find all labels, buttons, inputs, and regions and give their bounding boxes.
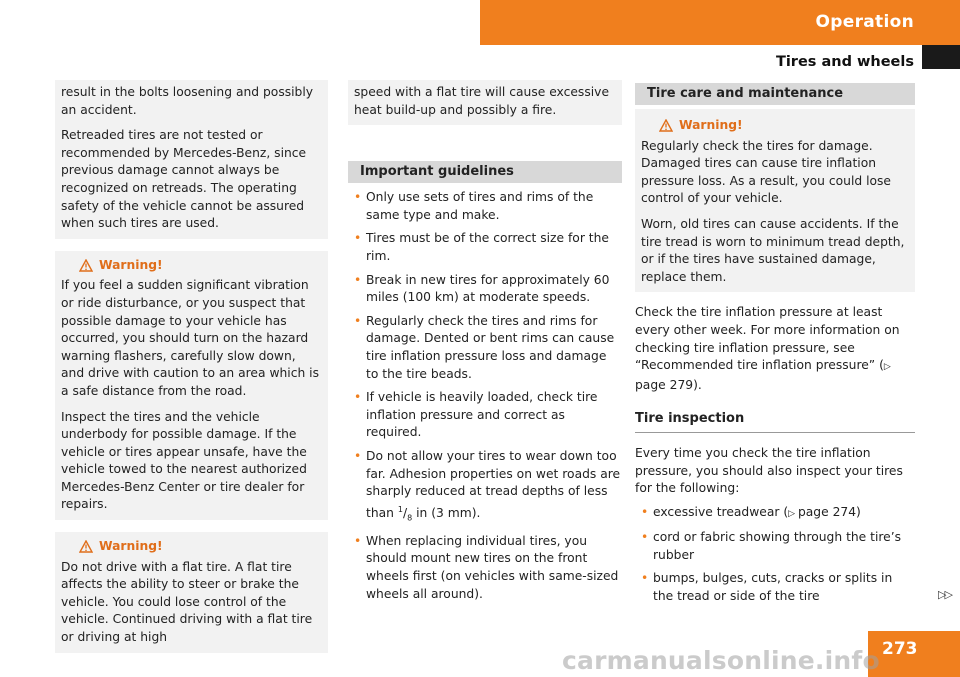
fraction-denominator: 8 bbox=[407, 513, 413, 523]
paragraph: Do not drive with a flat tire. A flat tire affects the ability to steer or brake the vehicle. You could lose control of the vehicle. Continued driving with a flat tire or driving at high bbox=[61, 559, 313, 645]
paragraph-text: Check the tire inflation pressure at least every other week. For more information on checking tire inflation pressure, see “Recommended tire inflation pressure” ( bbox=[635, 305, 900, 373]
warning-header bbox=[659, 117, 909, 135]
heading-tire-inspection: Tire inspection bbox=[635, 410, 915, 433]
list-item bbox=[354, 448, 622, 527]
column-right bbox=[635, 80, 915, 606]
page-number: 273 bbox=[882, 639, 918, 659]
bullet-icon: • bbox=[354, 533, 362, 548]
fraction: $^1/_8$ bbox=[397, 504, 413, 523]
list-item bbox=[354, 313, 622, 383]
bullet-icon: • bbox=[354, 313, 362, 328]
warning-box bbox=[55, 532, 328, 653]
list-item-text: cord or fabric showing through the tire’s rubber bbox=[653, 530, 902, 562]
list-item-text: Tires must be of the correct size for the rim. bbox=[366, 231, 609, 263]
bullet-icon: • bbox=[354, 190, 362, 205]
paragraph: If you feel a sudden significant vibration or ride disturbance, or you suspect that possible damage to your vehicle has occurred, you should turn on the hazard warning flashers, carefully slow down, and drive with caution to an area which is a safe distance from the road. bbox=[61, 278, 320, 398]
continue-marker-icon: ▷▷ bbox=[938, 588, 951, 601]
list-item-text: excessive treadwear ( bbox=[653, 504, 789, 519]
page-number-box bbox=[868, 631, 960, 677]
list-item-text: in (3 mm). bbox=[416, 505, 481, 520]
bullet-icon: • bbox=[354, 272, 362, 287]
bullet-icon: • bbox=[354, 390, 362, 405]
column-middle bbox=[348, 80, 622, 603]
guidelines-list bbox=[348, 189, 622, 603]
warning-title: Warning! bbox=[99, 539, 163, 554]
warning-continuation-box bbox=[55, 80, 328, 239]
list-item bbox=[641, 529, 915, 564]
paragraph: Regularly check the tires for damage. Damaged tires can cause tire inflation pressure loss. As a result, you could lose control of your vehicle. bbox=[641, 138, 891, 206]
paragraph: Every time you check the tire inflation pressure, you should also inspect your tires for the following: bbox=[635, 445, 903, 496]
header-section-band bbox=[480, 0, 960, 45]
page-reference-arrow-icon: ▷ bbox=[883, 362, 891, 373]
list-item bbox=[354, 272, 622, 307]
list-item-text: When replacing individual tires, you should mount new tires on the front wheels first (on vehicles with same-sized wheels all around). bbox=[366, 533, 619, 601]
warning-triangle-icon bbox=[659, 119, 673, 132]
header-marker-block bbox=[922, 45, 960, 69]
section-title-important-guidelines: Important guidelines bbox=[348, 161, 622, 183]
warning-header bbox=[79, 538, 322, 556]
warning-triangle-icon bbox=[79, 259, 93, 272]
warning-box bbox=[55, 251, 328, 520]
header-subsection-title: Tires and wheels bbox=[775, 54, 914, 70]
warning-title: Warning! bbox=[99, 257, 163, 272]
bullet-icon: • bbox=[641, 504, 649, 519]
list-item bbox=[641, 570, 915, 605]
warning-triangle-icon bbox=[79, 540, 93, 553]
paragraph: Retreaded tires are not tested or recommended by Mercedes-Benz, since previous damage cannot always be recognized on retreads. The operating safety of the vehicle cannot be assured when such tires are used. bbox=[61, 128, 307, 231]
list-item-text: Do not allow your tires to wear down too far. Adhesion properties on wet roads are sharply reduced at tread depths of less than bbox=[366, 448, 621, 520]
warning-continuation-box bbox=[348, 80, 622, 125]
list-item-text: Only use sets of tires and rims of the same type and make. bbox=[366, 190, 594, 222]
paragraph: Worn, old tires can cause accidents. If the tire tread is worn to minimum tread depth, or if the tires have sustained damage, replace them. bbox=[641, 216, 905, 284]
bullet-icon: • bbox=[354, 448, 362, 463]
header-section-title: Operation bbox=[815, 12, 914, 32]
paragraph: result in the bolts loosening and possibly an accident. bbox=[61, 85, 314, 117]
list-item bbox=[354, 230, 622, 265]
watermark-text: carmanualsonline.info bbox=[562, 646, 880, 675]
page-reference-arrow-icon: ▷ bbox=[788, 508, 798, 519]
list-item bbox=[354, 533, 622, 603]
list-item bbox=[641, 504, 915, 524]
page-reference-link[interactable]: page 274) bbox=[797, 504, 861, 519]
paragraph: speed with a flat tire will cause excessive heat build-up and possibly a fire. bbox=[354, 85, 610, 117]
list-item-text: bumps, bulges, cuts, cracks or splits in the tread or side of the tire bbox=[653, 571, 893, 604]
bullet-icon: • bbox=[641, 530, 649, 545]
warning-box bbox=[635, 109, 915, 292]
fraction-numerator: 1 bbox=[397, 504, 403, 514]
page-reference-link[interactable]: page 279). bbox=[635, 377, 702, 392]
list-item bbox=[354, 389, 622, 442]
list-item-text: Break in new tires for approximately 60 miles (100 km) at moderate speeds. bbox=[366, 272, 610, 305]
paragraph bbox=[635, 304, 915, 394]
list-item bbox=[354, 189, 622, 224]
paragraph: Inspect the tires and the vehicle underbody for possible damage. If the vehicle or tires appear unsafe, have the vehicle towed to the nearest authorized Mercedes-Benz Center or tire dealer for repairs. bbox=[61, 409, 307, 512]
list-item-text: If vehicle is heavily loaded, check tire inflation pressure and correct as required. bbox=[366, 390, 598, 440]
section-title-tire-care: Tire care and maintenance bbox=[635, 83, 915, 105]
column-left bbox=[55, 80, 328, 653]
inspection-list bbox=[635, 504, 915, 606]
bullet-icon: • bbox=[354, 231, 362, 246]
bullet-icon: • bbox=[641, 571, 649, 586]
warning-title: Warning! bbox=[679, 118, 743, 132]
warning-header bbox=[79, 257, 322, 275]
list-item-text: Regularly check the tires and rims for damage. Dented or bent rims can cause tire inflation pressure loss and damage to the tire beads. bbox=[366, 313, 615, 381]
